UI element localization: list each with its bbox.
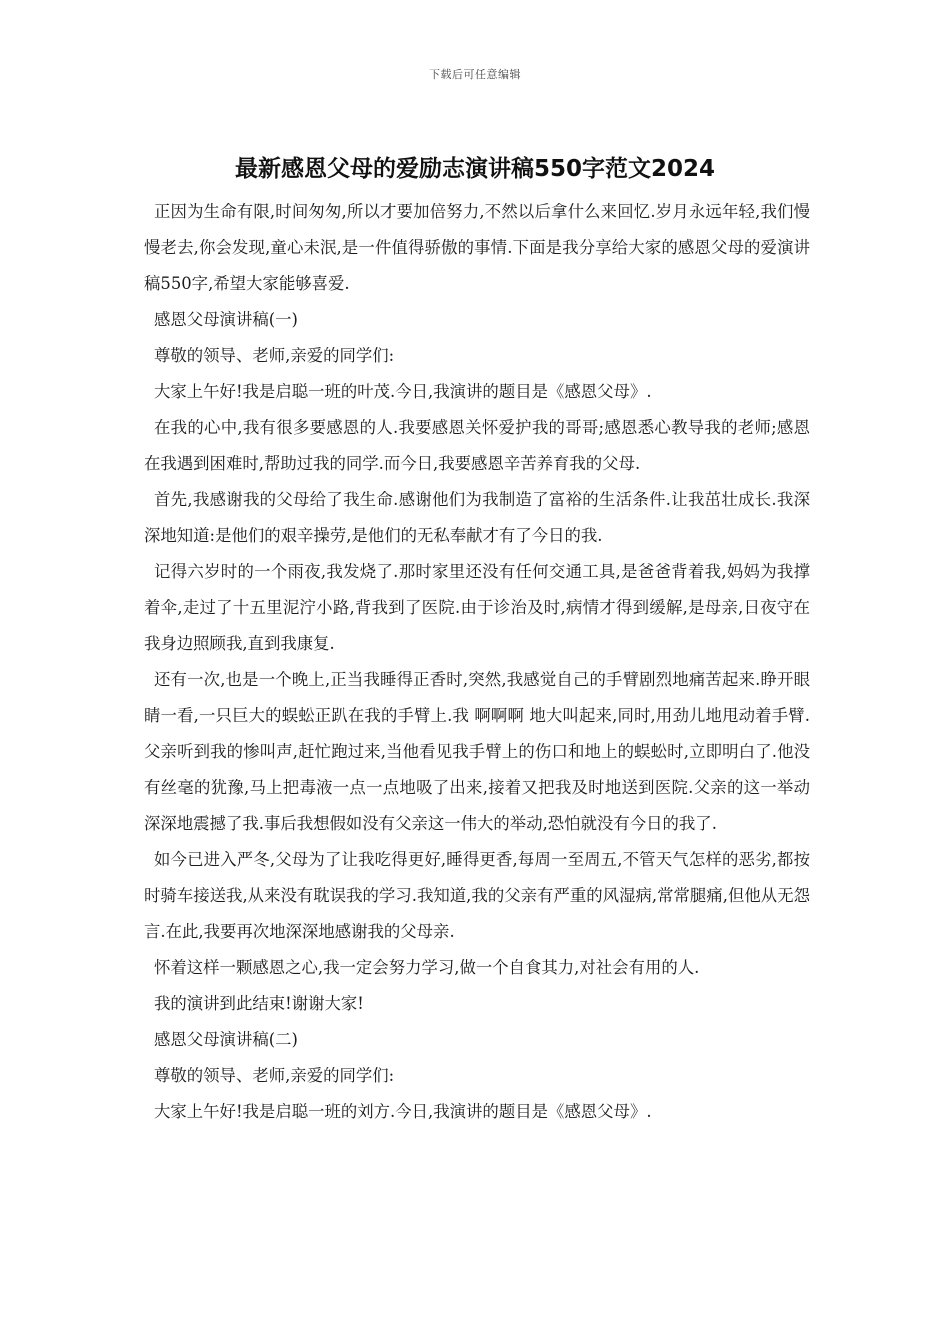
document-title: 最新感恩父母的爱励志演讲稿550字范文2024 xyxy=(234,156,716,182)
closing-line: 我的演讲到此结束!谢谢大家! xyxy=(154,994,364,1013)
document-body xyxy=(144,194,810,1130)
paragraph: 在我的心中,我有很多要感恩的人.我要感恩关怀爱护我的哥哥;感恩悉心教导我的老师;感恩在我遇到困难时,帮助过我的同学.而今日,我要感恩辛苦养育我的父母. xyxy=(144,418,810,473)
salutation: 尊敬的领导、老师,亲爱的同学们: xyxy=(154,1066,395,1085)
paragraph: 记得六岁时的一个雨夜,我发烧了.那时家里还没有任何交通工具,是爸爸背着我,妈妈为我撑着伞,走过了十五里泥泞小路,背我到了医院.由于诊治及时,病情才得到缓解,是母亲,日夜守在我身边照顾我,直到我康复. xyxy=(144,562,810,653)
paragraph-intro: 正因为生命有限,时间匆匆,所以才要加倍努力,不然以后拿什么来回忆.岁月永远年轻,我们慢慢老去,你会发现,童心未泯,是一件值得骄傲的事情.下面是我分享给大家的感恩父母的爱演讲稿550字,希望大家能够喜爱. xyxy=(144,202,810,293)
paragraph: 还有一次,也是一个晚上,正当我睡得正香时,突然,我感觉自己的手臂剧烈地痛苦起来.睁开眼睛一看,一只巨大的蜈蚣正趴在我的手臂上.我 啊啊啊 地大叫起来,同时,用劲儿地甩动着手臂.父亲听到我的惨叫声,赶忙跑过来,当他看见我手臂上的伤口和地上的蜈蚣时,立即明白了.他没有丝毫的犹豫,马上把毒液一点一点地吸了出来,接着又把我及时地送到医院.父亲的这一举动深深地震撼了我.事后我想假如没有父亲这一伟大的举动,恐怕就没有今日的我了. xyxy=(144,670,810,833)
paragraph: 如今已进入严冬,父母为了让我吃得更好,睡得更香,每周一至周五,不管天气怎样的恶劣,都按时骑车接送我,从来没有耽误我的学习.我知道,我的父亲有严重的风湿病,常常腿痛,但他从无怨言.在此,我要再次地深深地感谢我的父母亲. xyxy=(144,850,810,941)
section-heading-speech-1: 感恩父母演讲稿(一) xyxy=(154,310,298,329)
header-note: 下载后可任意编辑 xyxy=(429,68,521,81)
greeting: 大家上午好!我是启聪一班的叶茂.今日,我演讲的题目是《感恩父母》. xyxy=(154,382,652,401)
paragraph: 首先,我感谢我的父母给了我生命.感谢他们为我制造了富裕的生活条件.让我茁壮成长.我深深地知道:是他们的艰辛操劳,是他们的无私奉献才有了今日的我. xyxy=(144,490,810,545)
paragraph: 怀着这样一颗感恩之心,我一定会努力学习,做一个自食其力,对社会有用的人. xyxy=(154,958,700,977)
salutation: 尊敬的领导、老师,亲爱的同学们: xyxy=(154,346,395,365)
greeting: 大家上午好!我是启聪一班的刘方.今日,我演讲的题目是《感恩父母》. xyxy=(154,1102,652,1121)
section-heading-speech-2: 感恩父母演讲稿(二) xyxy=(154,1030,298,1049)
